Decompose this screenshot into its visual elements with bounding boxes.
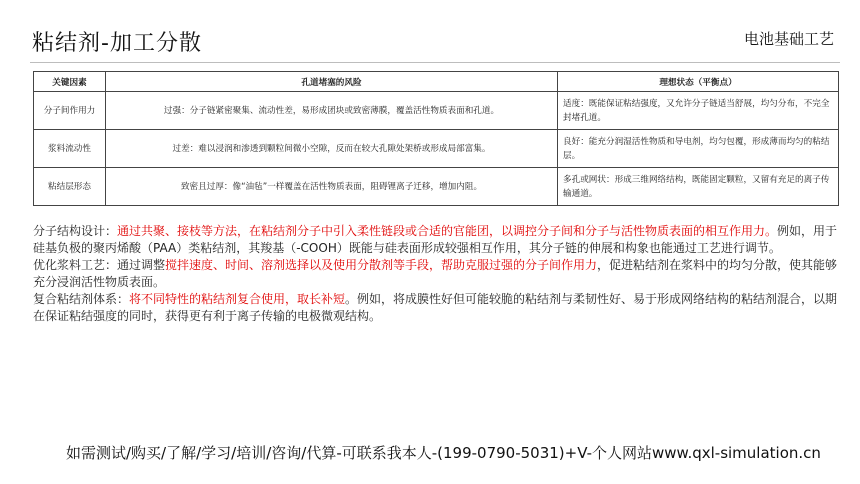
paragraph-rest: 。例如，将成膜性好但可能较脆的粘结剂与柔韧性好、易于形成网络结构的粘结剂混合，以期在保证粘结强度的同时，获得更有利于离子传输的电极微观结构。 <box>33 292 838 323</box>
table-header-row <box>34 72 839 92</box>
paragraph-molecular-design <box>33 223 838 257</box>
paragraph-lead: 分子结构设计： <box>33 224 118 238</box>
factor-cell: 分子间作用力 <box>34 92 106 130</box>
brand-label: 电池基础工艺 <box>743 30 834 48</box>
table-row <box>34 130 839 168</box>
explanation-text <box>33 223 838 325</box>
page-title: 粘结剂-加工分散 <box>32 31 202 56</box>
column-header-risk: 孔道堵塞的风险 <box>106 72 558 92</box>
column-header-ideal: 理想状态（平衡点） <box>558 72 839 92</box>
factor-table <box>33 71 839 206</box>
table-row <box>34 168 839 206</box>
paragraph-rest: ，促进粘结剂在浆料中的均匀分散，使其能够充分浸润活性物质表面。 <box>33 258 838 289</box>
highlight-text: 通过共聚、接枝等方法，在粘结剂分子中引入柔性链段或合适的官能团，以调控分子间和分子与活性物质表面的相互作用力。 <box>117 224 778 238</box>
risk-cell: 过差：难以浸润和渗透到颗粒间微小空隙，反而在较大孔隙处架桥或形成局部富集。 <box>106 130 558 168</box>
paragraph-lead: 优化浆料工艺：通过调整 <box>33 258 166 272</box>
ideal-cell: 良好：能充分润湿活性物质和导电剂，均匀包覆，形成薄而均匀的粘结层。 <box>558 130 839 168</box>
title-divider <box>30 62 840 63</box>
highlight-text: 将不同特性的粘结剂复合使用，取长补短 <box>129 292 346 306</box>
paragraph-lead: 复合粘结剂体系： <box>33 292 130 306</box>
paragraph-slurry-process <box>33 257 838 291</box>
factor-cell: 浆料流动性 <box>34 130 106 168</box>
paragraph-rest: 例如，用于硅基负极的聚丙烯酸（PAA）类粘结剂，其羧基（-COOH）既能与硅表面形成较强相互作用，其分子链的伸展和构象也能通过工艺进行调节。 <box>33 224 838 255</box>
column-header-factor: 关键因素 <box>34 72 106 92</box>
risk-cell: 致密且过厚：像“油毡”一样覆盖在活性物质表面，阻碍锂离子迁移，增加内阻。 <box>106 168 558 206</box>
risk-cell: 过强：分子链紧密聚集、流动性差，易形成团块或致密薄膜，覆盖活性物质表面和孔道。 <box>106 92 558 130</box>
paragraph-composite-binder <box>33 291 838 325</box>
ideal-cell: 适度：既能保证粘结强度，又允许分子链适当舒展，均匀分布，不完全封堵孔道。 <box>558 92 839 130</box>
contact-footer: 如需测试/购买/了解/学习/培训/咨询/代算-可联系我本人-(199-0790-5031)+V-个人网站www.qxl-simulation.cn <box>66 444 821 462</box>
ideal-cell: 多孔或网状：形成三维网络结构，既能固定颗粒，又留有充足的离子传输通道。 <box>558 168 839 206</box>
table-row <box>34 92 839 130</box>
factor-cell: 粘结层形态 <box>34 168 106 206</box>
highlight-text: 搅拌速度、时间、溶剂选择以及使用分散剂等手段，帮助克服过强的分子间作用力 <box>165 258 598 272</box>
